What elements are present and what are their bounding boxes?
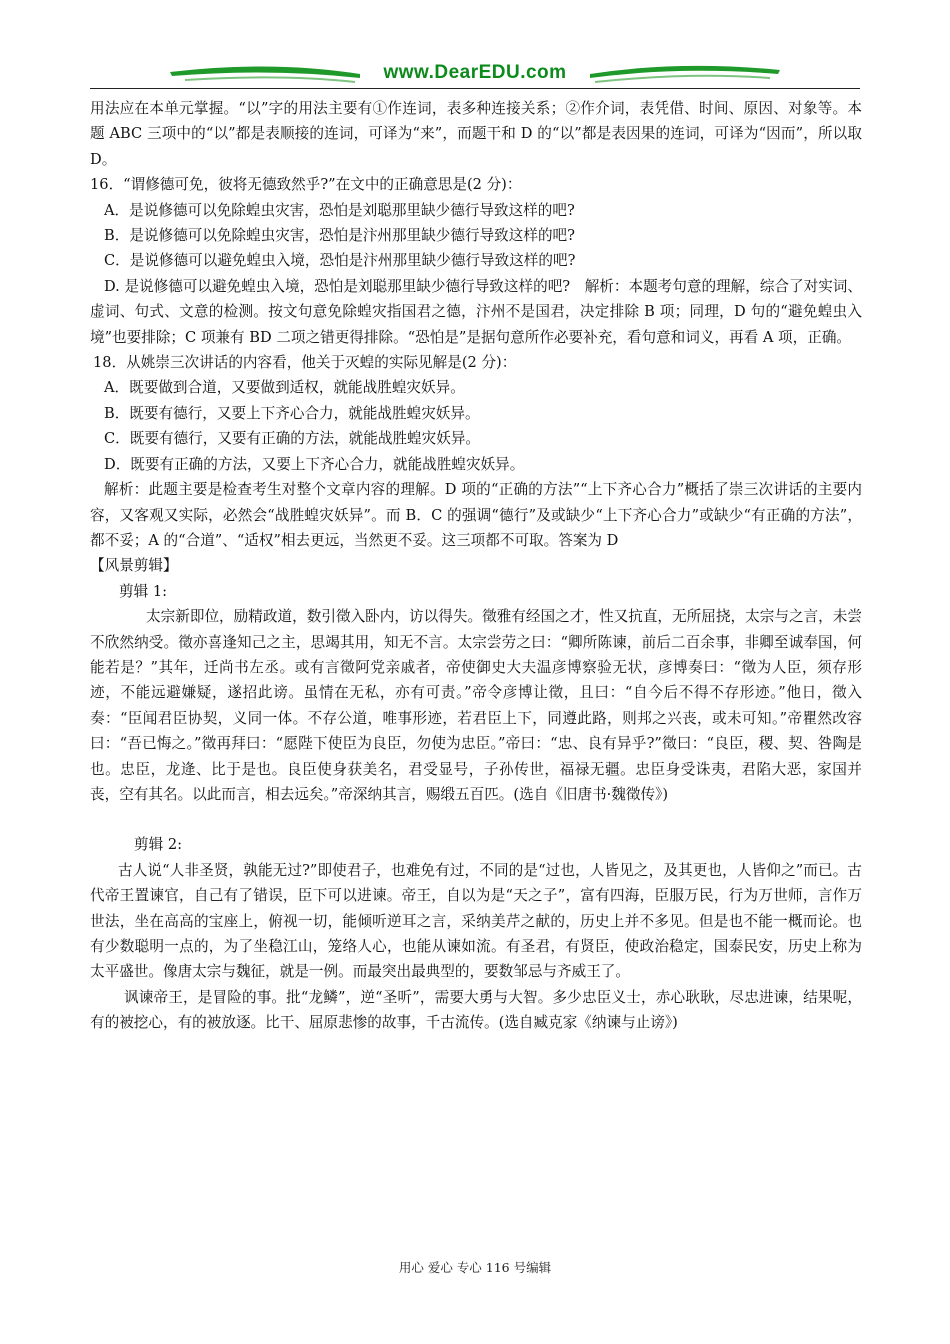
excerpt-1-text: 太宗新即位，励精政道，数引徵入卧内，访以得失。徵雅有经国之才，性又抗直，无所屈挠，太宗与之言，未尝不欣然纳受。徵亦喜逢知己之主，思竭其用，知无不言。太宗尝劳之曰：“卿所陈谏，前后二百余事，非卿至诚奉国，何能若是？”其年，迁尚书左丞。或有言徵阿党亲戚者，帝使御史大夫温彦博察验无状，彦博奏曰：“徵为人臣，须存形迹，不能远避嫌疑，遂招此谤。虽情在无私，亦有可责。”帝令彦博让徵，且曰：“自今后不得不存形迹。”他日，徵入奏：“臣闻君臣协契，义同一体。不存公道，唯事形迹，若君臣上下，同遵此路，则邦之兴丧，或未可知。”帝瞿然改容曰：“吾已悔之。”徵再拜曰：“愿陛下使臣为良臣，勿使为忠臣。”帝曰：“忠、良有异乎?”徵曰：“良臣，稷、契、咎陶是也。忠臣，龙逄、比于是也。良臣使身获美名，君受显号，子孙传世，福禄无疆。忠臣身受诛夷，君陷大恶，家国并丧，空有其名。以此而言，相去远矣。”帝深纳其言，赐缎五百匹。(选自《旧唐书·魏徵传》) <box>90 608 862 803</box>
question-18-analysis: 解析：此题主要是检查考生对整个文章内容的理解。D 项的“正确的方法”“上下齐心合力”概括了崇三次讲话的主要内容，又客观又实际，必然会“战胜蝗灾妖异”。而 B．C 的强调“德行”及或缺少“上下齐心合力”或缺少“有正确的方法”，都不妥；A 的“合道”、“适权”相去更远，当然更不妥。这三项都不可取。答案为 D <box>90 481 862 549</box>
question-18-option-c: C．既要有德行，又要有正确的方法，就能战胜蝗灾妖异。 <box>104 430 481 448</box>
question-16-option-a: A．是说修德可以免除蝗虫灾害，恐怕是刘聪那里缺少德行导致这样的吧? <box>104 201 575 219</box>
page-footer: 用心 爱心 专心 116 号编辑 <box>398 1260 552 1275</box>
question-16-option-b: B．是说修德可以免除蝗虫灾害，恐怕是汴州那里缺少德行导致这样的吧? <box>104 227 575 245</box>
question-18: 18．从姚崇三次讲话的内容看，他关于灭蝗的实际见解是(2 分)： <box>93 354 517 372</box>
site-logo[interactable]: www.DearEDU.com <box>383 62 567 83</box>
header-rule <box>90 88 860 89</box>
section-heading: 【风景剪辑】 <box>90 557 178 575</box>
spacer <box>90 807 862 832</box>
question-16-option-c: C．是说修德可以避免蝗虫入境，恐怕是汴州那里缺少德行导致这样的吧? <box>104 252 576 270</box>
excerpt-2-paragraph-1: 古人说“人非圣贤，孰能无过?”即使君子，也难免有过，不同的是“过也，人皆见之，及其更也，人皆仰之”而已。古代帝王置谏官，自己有了错误，臣下可以进谏。帝王，自以为是“天之子”，富有四海，臣服万民，行为万世师，言作万世法，坐在高高的宝座上，俯视一切，能倾听逆耳之言，采纳美芹之献的，历史上并不多见。但是也不能一概而论。也有少数聪明一点的，为了坐稳江山，笼络人心，也能从谏如流。有圣君，有贤臣，使政治稳定，国泰民安，历史上称为太平盛世。像唐太宗与魏征，就是一例。而最突出最典型的，要数邹忌与齐威王了。 <box>90 861 862 981</box>
question-18-option-d: D．既要有正确的方法，又要上下齐心合力，就能战胜蝗灾妖异。 <box>104 455 525 473</box>
excerpt-1-label: 剪辑 1: <box>119 582 168 600</box>
paragraph-analysis-15: 用法应在本单元掌握。“以”字的用法主要有①作连词，表多种连接关系；②作介词，表凭借、时间、原因、对象等。本题 ABC 三项中的“以”都是表顺接的连词，可译为“来”，而题干和 D 的“以”都是表因果的连词，可译为“因而”，所以取 D。 <box>90 100 862 168</box>
question-16: 16．“谓修德可免，彼将无德致然乎?”在文中的正确意思是(2 分)： <box>90 176 522 194</box>
question-16-option-d-analysis: D. 是说修德可以避免蝗虫入境，恐怕是刘聪那里缺少德行导致这样的吧? 解析：本题考句意的理解，综合了对实词、虚词、句式、文意的检测。按文句意免除蝗灾指国君之德，汴州不是国君，决定排除 B 项；同理，D 句的“避免蝗虫入境”也要排除；C 项兼有 BD 二项之错更得排除。“恐怕是”是据句意所作必要补充，看句意和词义，再看 A 项，正确。 <box>90 277 862 346</box>
excerpt-2-paragraph-2: 讽谏帝王，是冒险的事。批“龙鳞”，逆“圣听”，需要大勇与大智。多少忠臣义士，赤心耿耿，尽忠进谏，结果呢，有的被挖心，有的被放逐。比干、屈原悲惨的故事，千古流传。(选自臧克家《纳谏与止谤》) <box>90 988 862 1032</box>
question-18-option-a: A．既要做到合道，又要做到适权，就能战胜蝗灾妖异。 <box>104 379 465 397</box>
question-18-option-b: B．既要有德行，又要上下齐心合力，就能战胜蝗灾妖异。 <box>104 404 480 422</box>
document-body <box>90 96 862 1036</box>
site-header <box>90 58 860 92</box>
excerpt-2-label: 剪辑 2: <box>134 836 183 854</box>
